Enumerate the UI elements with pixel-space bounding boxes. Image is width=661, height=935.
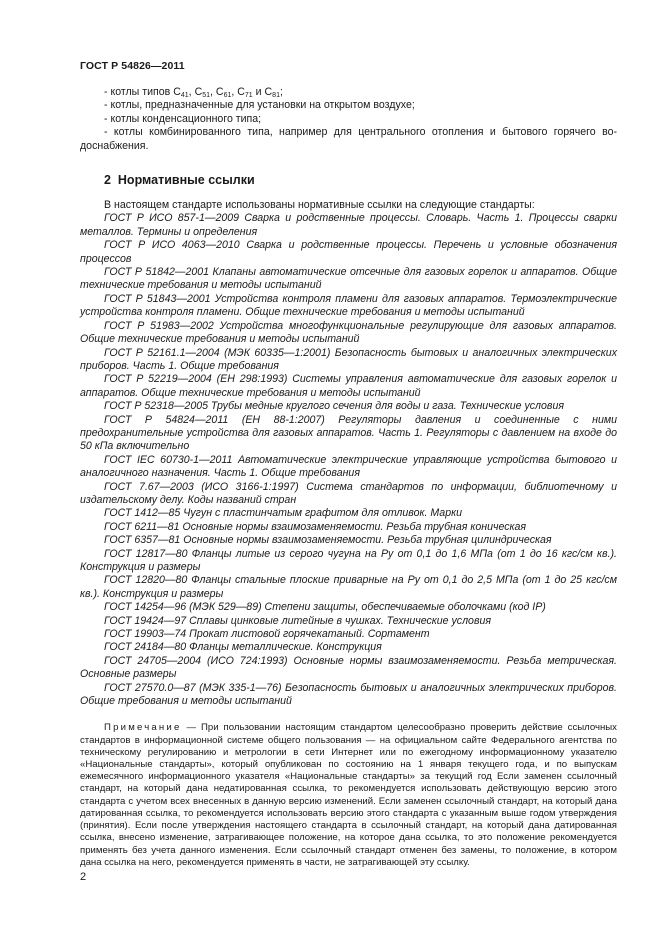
reference-item: ГОСТ 12817—80 Фланцы литые из серого чугуна на Ру от 0,1 до 1,6 МПа (от 1 до 16 кгс/см кв.). Конструкция и размеры [80, 547, 617, 573]
reference-item: ГОСТ 27570.0—87 (МЭК 335-1—76) Безопасность бытовых и аналогичных электрических приборов. Общие требования и методы испытаний [80, 681, 617, 708]
reference-item: ГОСТ 6357—81 Основные нормы взаимозаменяемости. Резьба трубная цилиндрическая [104, 534, 552, 547]
reference-item: ГОСТ Р 54824—2011 (ЕН 88-1:2007) Регуляторы давления и соединенные с ними предохранительные устройства для газовых аппаратов. Часть 1. Регуляторы с давлением на входе до 50 кПа включительно [80, 413, 617, 453]
reference-item: ГОСТ 7.67—2003 (ИСО 3166-1:1997) Система стандартов по информации, библиотечному и издательскому делу. Коды названий стран [80, 480, 617, 506]
reference-item: ГОСТ Р ИСО 4063—2010 Сварка и родственные процессы. Перечень и условные обозначения процессов [80, 239, 617, 265]
list-item: - котлы типов $C_{41}$, $C_{51}$, $C_{61}$, $C_{71}$ и $C_{81}$; [104, 86, 283, 99]
reference-item: ГОСТ 19903—74 Прокат листовой горячекатаный. Сортамент [104, 628, 430, 641]
reference-item: ГОСТ Р ИСО 857-1—2009 Сварка и родственные процессы. Словарь. Часть 1. Процессы сварки металлов. Термины и определения [80, 212, 617, 238]
reference-item: ГОСТ Р 51983—2002 Устройства многофункциональные регулирующие для газовых аппаратов. Общие технические требования и методы испытаний [80, 319, 617, 346]
reference-item: ГОСТ Р 51843—2001 Устройства контроля пламени для газовых аппаратов. Термоэлектрические устройства контроля пламени. Общие технические требования и методы испытаний [80, 292, 617, 319]
list-item: - котлы конденсационного типа; [104, 112, 262, 125]
reference-item: ГОСТ Р 52318—2005 Трубы медные круглого сечения для воды и газа. Технические условия [104, 400, 564, 413]
reference-item: ГОСТ 1412—85 Чугун с пластинчатым графитом для отливок. Марки [104, 507, 462, 520]
reference-item: ГОСТ IEC 60730-1—2011 Автоматические электрические управляющие устройства бытового и аналогичного назначения. Часть 1. Общие требования [80, 453, 617, 480]
list-item: - котлы комбинированного типа, например для центрального отопления и бытового горячего во-доснабжения. [80, 126, 617, 152]
reference-item: ГОСТ Р 52161.1—2004 (МЭК 60335—1:2001) Безопасность бытовых и аналогичных электрических приборов. Часть 1. Общие требования [80, 346, 617, 372]
page-number: 2 [80, 871, 87, 883]
reference-item: ГОСТ 6211—81 Основные нормы взаимозаменяемости. Резьба трубная коническая [104, 520, 527, 533]
reference-item: ГОСТ 12820—80 Фланцы стальные плоские приварные на Ру от 0,1 до 2,5 МПа (от 1 до 25 кгс/см кв.). Конструкция и размеры [80, 574, 617, 600]
reference-item: ГОСТ 14254—96 (МЭК 529—89) Степени защиты, обеспечиваемые оболочками (код IP) [104, 601, 546, 614]
list-item: - котлы, предназначенные для установки на открытом воздухе; [104, 99, 415, 112]
reference-item: ГОСТ 19424—97 Сплавы цинковые литейные в чушках. Технические условия [104, 614, 492, 627]
document-body [80, 86, 617, 869]
references-intro: В настоящем стандарте использованы нормативные ссылки на следующие стандарты: [104, 199, 535, 212]
reference-item: ГОСТ 24184—80 Фланцы металлические. Конструкция [104, 641, 382, 654]
reference-list [80, 212, 617, 708]
page-header-doc-id: ГОСТ Р 54826—2011 [80, 60, 185, 72]
reference-item: ГОСТ 24705—2004 (ИСО 724:1993) Основные нормы взаимозаменяемости. Резьба метрическая. Основные размеры [80, 654, 617, 681]
reference-item: ГОСТ Р 52219—2004 (ЕН 298:1993) Системы управления автоматические для газовых горелок и аппаратов. Общие технические требования и методы испытаний [80, 373, 617, 399]
section-number: 2 [104, 173, 111, 188]
section-title: Нормативные ссылки [117, 173, 255, 188]
note-paragraph: Примечание — При пользовании настоящим стандартом целесообразно проверить действие ссылочных стандартов в информационной системе общего пользования — на официальном сайте Федерального агентства по техническому регулированию и метрологии в сети Интернет или по ежегодному информационному указателю «Национальные стандарты», который опубликован по состоянию на 1 января текущего года, и по выпускам ежемесячного информационного указателя «Национальные стандарты» за текущий год Если заменен ссылочный стандарт, на который дана недатированная ссылка, то рекомендуется использовать действующую версию этого стандарта с учетом всех внесенных в данную версию изменений. Если заменен ссылочный стандарт, на который дана датированная ссылка, то рекомендуется использовать версию этого стандарта с указанным выше годом утверждения (принятия). Если после утверждения настоящего стандарта в ссылочный стандарт, на который дана датированная ссылка, внесено изменение, затрагивающее положение, на которое дана ссылка, то это положение рекомендуется применять без учета данного изменения. Если ссылочный стандарт отменен без замены, то положение, в котором дана ссылка на него, рекомендуется применять в части, не затрагивающей эту ссылку. [80, 722, 617, 868]
section-heading [104, 173, 617, 187]
note-label: Примечание [104, 722, 182, 734]
note-text: При пользовании настоящим стандартом целесообразно проверить действие ссылочных стандартов в информационной системе общего пользования — на официальном сайте Федерального агентства по техническому регулированию и метрологии в сети Интернет или по ежегодному информационному указателю «Национальные стандарты», который опубликован по состоянию на 1 января текущего года, и по выпускам ежемесячного информационного указателя «Национальные стандарты» за текущий год Если заменен ссылочный стандарт, на который дана недатированная ссылка, то рекомендуется использовать действующую версию этого стандарта с учетом всех внесенных в данную версию изменений. Если заменен ссылочный стандарт, на который дана датированная ссылка, то рекомендуется использовать версию этого стандарта с указанным выше годом утверждения (принятия). Если после утверждения настоящего стандарта в ссылочный стандарт, на который дана датированная ссылка, внесено изменение, затрагивающее положение, на которое дана ссылка, то это положение рекомендуется применять без учета данного изменения. Если ссылочный стандарт отменен без замены, то положение, в котором дана ссылка на него, рекомендуется применять в части, не затрагивающей эту ссылку. [80, 722, 617, 868]
reference-item: ГОСТ Р 51842—2001 Клапаны автоматические отсечные для газовых горелок и аппаратов. Общие технические требования и методы испытаний [80, 266, 617, 292]
